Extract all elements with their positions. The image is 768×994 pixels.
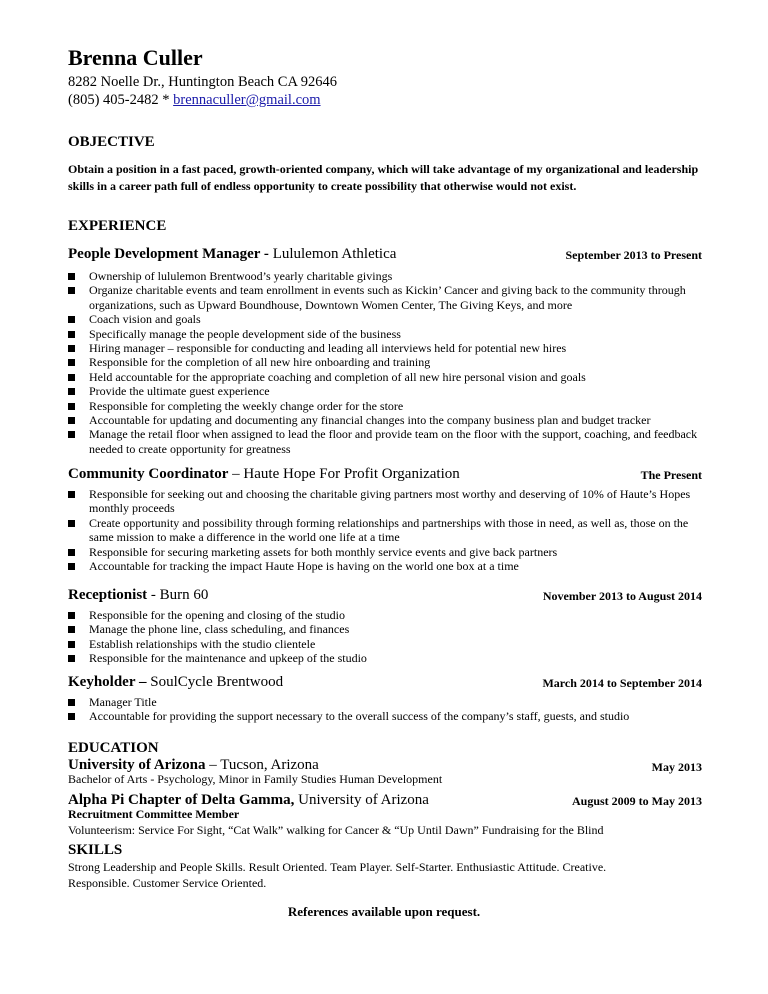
- skills-line-1: Strong Leadership and People Skills. Result Oriented. Team Player. Self-Starter. Enthusiastic Attitude. Creative.: [68, 860, 607, 874]
- experience-heading: EXPERIENCE: [68, 218, 167, 234]
- list-item: Coach vision and goals: [68, 312, 708, 326]
- job-role: Keyholder –: [68, 674, 147, 690]
- list-item: Manager Title: [68, 695, 708, 709]
- list-item: Responsible for the completion of all new hire onboarding and training: [68, 355, 708, 369]
- list-item: Specifically manage the people development side of the business: [68, 327, 708, 341]
- sorority-role: Recruitment Committee Member: [68, 807, 240, 821]
- list-item: Accountable for providing the support necessary to the overall success of the company’s staff, guests, and studio: [68, 709, 708, 723]
- job-org: – Haute Hope For Profit Organization: [228, 466, 460, 482]
- sorority-date: August 2009 to May 2013: [571, 794, 702, 808]
- list-item: Provide the ultimate guest experience: [68, 384, 708, 398]
- job-title-community-coordinator: [68, 465, 460, 483]
- job-bullets-people-development: [68, 269, 708, 456]
- job-title-keyholder: [68, 673, 283, 691]
- list-item: Establish relationships with the studio clientele: [68, 637, 708, 651]
- list-item: Ownership of lululemon Brentwood’s yearly charitable givings: [68, 269, 708, 283]
- list-item: Hiring manager – responsible for conducting and leading all interviews held for potential new hires: [68, 341, 708, 355]
- job-dates: March 2014 to September 2014: [542, 676, 702, 690]
- job-bullets-community-coordinator: [68, 487, 708, 573]
- objective-text: Obtain a position in a fast paced, growth-oriented company, which will take advantage of my organizational and leadership skills in a career path full of endless opportunity to create possibility that otherwise would not exist.: [68, 162, 699, 193]
- sorority-name: Alpha Pi Chapter of Delta Gamma,: [68, 792, 295, 808]
- list-item: Responsible for the maintenance and upkeep of the studio: [68, 651, 708, 665]
- job-role: Community Coordinator: [68, 466, 229, 482]
- school-date: May 2013: [651, 760, 702, 774]
- separator: *: [158, 92, 174, 108]
- job-dates: September 2013 to Present: [565, 248, 702, 262]
- list-item: Manage the phone line, class scheduling, and finances: [68, 622, 708, 636]
- education-heading: EDUCATION: [68, 740, 159, 756]
- job-role: Receptionist: [68, 587, 148, 603]
- objective-heading: OBJECTIVE: [68, 134, 155, 150]
- job-role: People Development Manager -: [68, 246, 273, 262]
- job-title-receptionist: [68, 586, 208, 604]
- volunteerism: Volunteerism: Service For Sight, “Cat Walk” walking for Cancer & “Up Until Dawn” Fundraising for the Blind: [68, 823, 604, 837]
- candidate-name: Brenna Culler: [68, 45, 203, 70]
- list-item: Responsible for seeking out and choosing the charitable giving partners most worthy and deserving of 10% of Haute’s Hopes monthly proceeds: [68, 487, 708, 516]
- list-item: Manage the retail floor when assigned to lead the floor and provide team on the floor with the support, coaching, and feedback needed to create opportunity for greatness: [68, 427, 708, 456]
- job-org: SoulCycle Brentwood: [146, 674, 284, 690]
- list-item: Responsible for securing marketing assets for both monthly service events and give back partners: [68, 545, 708, 559]
- degree: Bachelor of Arts - Psychology, Minor in Family Studies Human Development: [68, 772, 443, 786]
- list-item: Responsible for the opening and closing of the studio: [68, 608, 708, 622]
- list-item: Organize charitable events and team enrollment in events such as Kickin’ Cancer and giving back to the community through organizations, such as Upward Boundhouse, Downtown Women Center, The Giving Keys, and more: [68, 283, 708, 312]
- job-dates: The Present: [640, 468, 702, 482]
- list-item: Accountable for tracking the impact Haute Hope is having on the world one box at a time: [68, 559, 708, 573]
- skills-line-2: Responsible. Customer Service Oriented.: [68, 876, 267, 890]
- list-item: Create opportunity and possibility through forming relationships and partnerships with those in need, as well as, those on the same mission to make a difference in the world one life at a time: [68, 516, 708, 545]
- list-item: Responsible for completing the weekly change order for the store: [68, 399, 708, 413]
- job-title-people-development: [68, 245, 396, 263]
- list-item: Accountable for updating and documenting any financial changes into the company business plan and budget tracker: [68, 413, 708, 427]
- contact-line: [68, 91, 321, 109]
- references-note: References available upon request.: [287, 904, 481, 919]
- sorority-university: University of Arizona: [294, 792, 429, 808]
- skills-heading: SKILLS: [68, 842, 123, 858]
- job-dates: November 2013 to August 2014: [542, 589, 702, 603]
- job-bullets-receptionist: [68, 608, 708, 666]
- email-link[interactable]: brennaculler@gmail.com: [173, 92, 321, 108]
- school-name: University of Arizona: [68, 757, 206, 773]
- list-item: Held accountable for the appropriate coaching and completion of all new hire personal vision and goals: [68, 370, 708, 384]
- phone: (805) 405-2482: [68, 92, 159, 108]
- address: 8282 Noelle Dr., Huntington Beach CA 92646: [68, 74, 338, 90]
- job-bullets-keyholder: [68, 695, 708, 724]
- job-org: - Burn 60: [147, 587, 209, 603]
- job-org: Lululemon Athletica: [272, 246, 397, 262]
- school-location: – Tucson, Arizona: [205, 757, 319, 773]
